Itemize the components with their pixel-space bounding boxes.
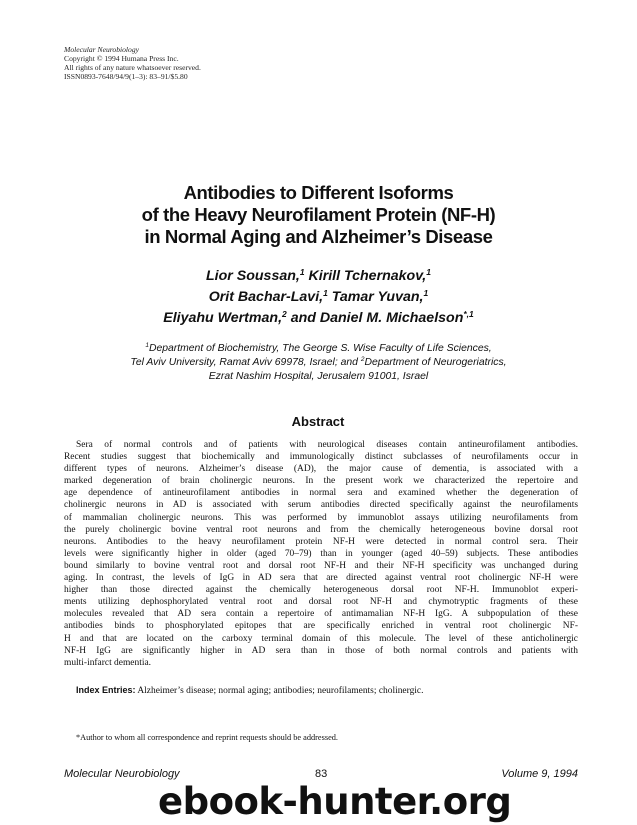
affiliation-text: Tel Aviv University, Ramat Aviv 69978, Israel; and [130, 357, 361, 368]
affiliation-marker: 1 [145, 342, 149, 349]
journal-name: Molecular Neurobiology [64, 45, 140, 54]
abstract-line: ments utilizing dephosphorylated ventral root and dorsal root NF-H and chymotryptic fragments of these [64, 597, 578, 608]
author-name: Eliyahu Wertman, [163, 310, 283, 326]
copyright-line: Copyright © 1994 Humana Press Inc. [64, 54, 179, 63]
affiliation-line [70, 342, 567, 356]
affiliation-marker: 2 [360, 356, 365, 363]
abstract-line: age dependence of antineurofilament antibodies in normal sera and examined whether the degeneration of [64, 488, 578, 499]
article-title [90, 182, 547, 248]
footer-journal-name: Molecular Neurobiology [64, 768, 180, 780]
affiliation-marker: 1 [423, 288, 429, 298]
rights-line: All rights of any nature whatsoever reserved. [64, 63, 201, 72]
issn-line: ISSN0893-7648/94/9(1–3): 83–91/$5.80 [64, 72, 188, 81]
index-entries-text: Alzheimer’s disease; normal aging; antibodies; neurofilaments; cholinergic. [135, 686, 424, 696]
affiliation-marker: 1 [426, 267, 431, 277]
author-name: Tamar Yuvan, [327, 289, 424, 305]
page-number: 83 [315, 768, 328, 780]
author-list [90, 266, 547, 329]
author-line [90, 308, 547, 329]
affiliation-marker: 2 [282, 309, 287, 319]
title-line: of the Heavy Neurofilament Protein (NF-H) [141, 204, 496, 225]
index-entries-label: Index Entries: [76, 685, 136, 695]
affiliation-line: Ezrat Nashim Hospital, Jerusalem 91001, Israel [208, 371, 429, 382]
abstract-line: aging. In contrast, the levels of IgG in AD sera that are directed against ventral root cholinergic NF-H were [64, 573, 578, 584]
affiliations [70, 342, 567, 384]
abstract-line: the purely cholinergic bovine ventral root neurons and from the chemically heterogeneous bovine dorsal root [64, 524, 578, 535]
affiliation-line [70, 356, 567, 370]
abstract-body [64, 439, 578, 669]
affiliation-marker: *,1 [463, 309, 474, 319]
abstract-line: different types of neurons. Alzheimer’s disease (AD), the major cause of dementia, is associated with a [64, 464, 578, 475]
abstract-line: cholinergic neurons in AD is associated with serum antibodies directed specifically against the neurofilaments [64, 500, 578, 511]
correspondence-footnote: *Author to whom all correspondence and reprint requests should be addressed. [76, 733, 338, 742]
footer-volume: Volume 9, 1994 [501, 768, 578, 780]
watermark: ebook-hunter.org [158, 780, 512, 823]
abstract-line: higher than those directed against the chemically heterogeneous dorsal root NF-H. Immunoblot experi- [64, 585, 578, 596]
abstract-line: NF-H IgG are significantly higher in AD sera than in those of both normal controls and patients with [64, 645, 578, 656]
author-line [90, 287, 547, 308]
abstract-line: marked degeneration of brain cholinergic neurons. In the present work we characterized the repertoire and [64, 476, 578, 487]
author-line [90, 266, 547, 287]
abstract-heading: Abstract [291, 414, 345, 429]
abstract-line: molecules revealed that AD sera contain a repertoire of antimamalian NF-H IgG. A subpopulation of these [64, 609, 578, 620]
affiliation-text: Department of Biochemistry, The George S. Wise Faculty of Life Sciences, [148, 343, 492, 354]
affiliation-text: Department of Neurogeriatrics, [364, 357, 507, 368]
journal-meta [64, 45, 201, 81]
abstract-line: H and that are located on the carboxy terminal domain of this molecule. The level of these anticholinergic [64, 633, 578, 644]
title-line: in Normal Aging and Alzheimer’s Disease [144, 226, 493, 247]
abstract-line: bound similarly to bovine ventral root and dorsal root NF-H and their NF-H specificity was unchanged during [64, 560, 578, 571]
index-entries [76, 685, 576, 696]
abstract-line: of mammalian cholinergic neurons. This was performed by immunoblot assays utilizing neurofilaments from [64, 512, 578, 523]
author-name: Lior Soussan, [206, 268, 300, 284]
author-name: Orit Bachar-Lavi, [208, 289, 324, 305]
author-name: and Daniel M. Michaelson [286, 310, 464, 326]
abstract-line: multi-infarct dementia. [64, 657, 152, 668]
affiliation-marker: 1 [323, 288, 328, 298]
title-line: Antibodies to Different Isoforms [183, 182, 454, 203]
abstract-line: levels were significantly higher in older (aged 70–79) than in younger (aged 40–59) subjects. These antibodies [64, 548, 578, 559]
abstract-line: neurons. Antibodies to the heavy neurofilament protein NF-H were detected in normal control sera. Their [64, 536, 578, 547]
abstract-line: Recent studies suggest that biochemically and immunologically distinct subclasses of neurofilaments occur in [64, 452, 578, 463]
abstract-line: antibodies binds to phosphorylated epitopes that are specifically enriched in ventral root cholinergic NF- [64, 621, 578, 632]
affiliation-marker: 1 [299, 267, 305, 277]
abstract-line: Sera of normal controls and of patients with neurological diseases contain antineurofilament antibodies. [76, 440, 578, 450]
author-name: Kirill Tchernakov, [304, 268, 427, 284]
